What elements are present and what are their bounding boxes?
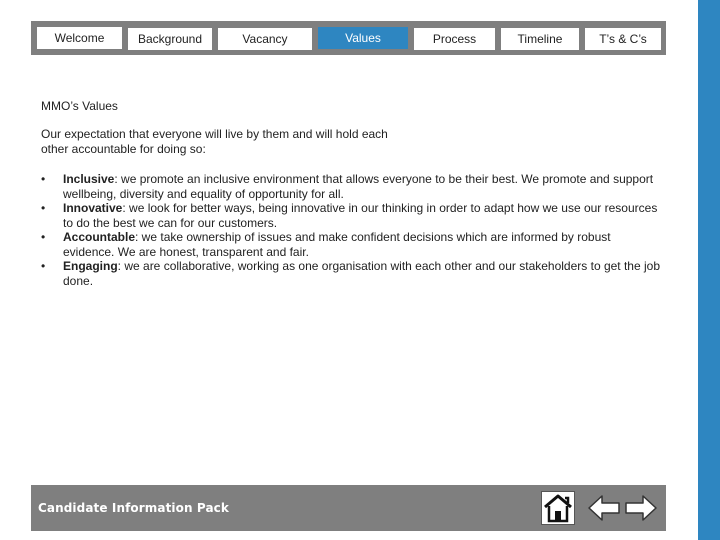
footer-title: Candidate Information Pack bbox=[38, 501, 229, 515]
value-description: : we take ownership of issues and make confident decisions which are informed by robust evidence. We are honest, transparent and fair. bbox=[63, 230, 611, 259]
tab-welcome[interactable]: Welcome bbox=[37, 27, 122, 49]
arrow-left-icon bbox=[587, 491, 621, 525]
values-list bbox=[41, 172, 661, 288]
value-description: : we promote an inclusive environment that allows everyone to be their best. We promote and support wellbeing, diversity and equality of opportunity for all. bbox=[63, 172, 654, 201]
right-accent-strip bbox=[698, 0, 720, 540]
value-description: : we are collaborative, working as one organisation with each other and our stakeholders to get the job done. bbox=[63, 259, 660, 288]
value-term: Inclusive bbox=[63, 172, 115, 186]
value-term: Innovative bbox=[63, 201, 123, 215]
tab-vacancy[interactable]: Vacancy bbox=[218, 28, 312, 50]
value-description: : we look for better ways, being innovative in our thinking in order to adapt how we use our resources to do the best we can for our customers. bbox=[63, 201, 658, 230]
value-term: Engaging bbox=[63, 259, 118, 273]
list-item bbox=[41, 230, 661, 259]
bullet: • bbox=[41, 259, 46, 273]
home-icon bbox=[542, 492, 574, 524]
tab-terms-conditions[interactable]: T’s & C’s bbox=[585, 28, 661, 50]
bullet: • bbox=[41, 172, 46, 186]
footer-bar bbox=[31, 485, 666, 531]
value-term: Accountable bbox=[63, 230, 136, 244]
bullet: • bbox=[41, 230, 46, 244]
tab-timeline[interactable]: Timeline bbox=[501, 28, 579, 50]
tab-bar bbox=[31, 21, 666, 55]
section-heading: MMO’s Values bbox=[41, 99, 118, 113]
bullet: • bbox=[41, 201, 46, 215]
tab-values[interactable]: Values bbox=[318, 27, 408, 49]
arrow-right-icon bbox=[624, 491, 658, 525]
back-button[interactable] bbox=[587, 491, 621, 525]
list-item bbox=[41, 172, 661, 201]
list-item bbox=[41, 259, 661, 288]
home-button[interactable] bbox=[541, 491, 575, 525]
list-item bbox=[41, 201, 661, 230]
next-button[interactable] bbox=[624, 491, 658, 525]
intro-text: Our expectation that everyone will live by them and will hold each other accountable for doing so: bbox=[41, 127, 388, 156]
tab-process[interactable]: Process bbox=[414, 28, 495, 50]
tab-background[interactable]: Background bbox=[128, 28, 212, 50]
